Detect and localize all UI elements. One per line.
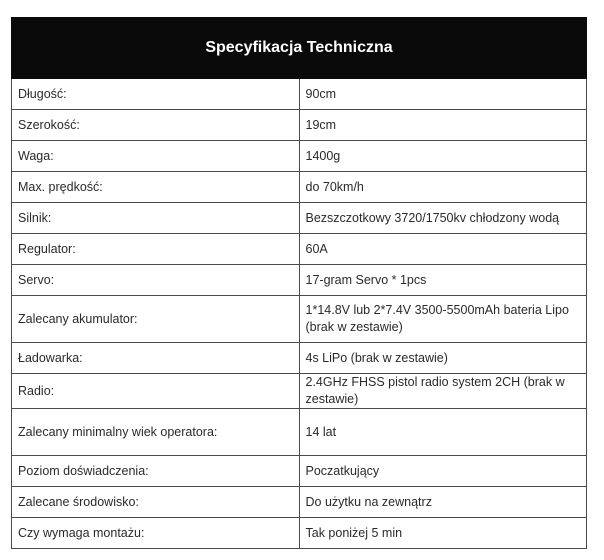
spec-value: Poczatkujący: [299, 456, 587, 487]
spec-row-min-age: [12, 409, 587, 456]
spec-key: Zalecany minimalny wiek operatora:: [12, 409, 300, 456]
spec-row-environment: [12, 487, 587, 518]
spec-value: 1400g: [299, 141, 587, 172]
spec-table-header-row: [12, 18, 587, 79]
spec-key: Szerokość:: [12, 110, 300, 141]
spec-row-servo: [12, 265, 587, 296]
spec-row-weight: [12, 141, 587, 172]
spec-table-title: Specyfikacja Techniczna: [12, 18, 587, 79]
spec-value: 14 lat: [299, 409, 587, 456]
spec-key: Ładowarka:: [12, 343, 300, 374]
spec-row-length: [12, 79, 587, 110]
spec-row-experience: [12, 456, 587, 487]
spec-value: Do użytku na zewnątrz: [299, 487, 587, 518]
spec-key: Zalecany akumulator:: [12, 296, 300, 343]
spec-key: Poziom doświadczenia:: [12, 456, 300, 487]
spec-row-charger: [12, 343, 587, 374]
spec-value: Bezszczotkowy 3720/1750kv chłodzony wodą: [299, 203, 587, 234]
spec-value: Tak poniżej 5 min: [299, 518, 587, 549]
spec-value: 60A: [299, 234, 587, 265]
spec-key: Radio:: [12, 374, 300, 409]
spec-value: 90cm: [299, 79, 587, 110]
spec-key: Servo:: [12, 265, 300, 296]
spec-key: Czy wymaga montażu:: [12, 518, 300, 549]
spec-key: Max. prędkość:: [12, 172, 300, 203]
spec-value: 19cm: [299, 110, 587, 141]
spec-value: 1*14.8V lub 2*7.4V 3500-5500mAh bateria Lipo (brak w zestawie): [299, 296, 587, 343]
spec-key: Waga:: [12, 141, 300, 172]
spec-key: Silnik:: [12, 203, 300, 234]
spec-key: Długość:: [12, 79, 300, 110]
spec-row-regulator: [12, 234, 587, 265]
spec-value: 2.4GHz FHSS pistol radio system 2CH (brak w zestawie): [299, 374, 587, 409]
spec-row-motor: [12, 203, 587, 234]
spec-row-max-speed: [12, 172, 587, 203]
spec-row-assembly: [12, 518, 587, 549]
spec-row-battery: [12, 296, 587, 343]
spec-row-radio: [12, 374, 587, 409]
spec-key: Zalecane środowisko:: [12, 487, 300, 518]
spec-row-width: [12, 110, 587, 141]
spec-value: 17-gram Servo * 1pcs: [299, 265, 587, 296]
spec-value: 4s LiPo (brak w zestawie): [299, 343, 587, 374]
spec-value: do 70km/h: [299, 172, 587, 203]
spec-table: [11, 17, 587, 549]
spec-key: Regulator:: [12, 234, 300, 265]
